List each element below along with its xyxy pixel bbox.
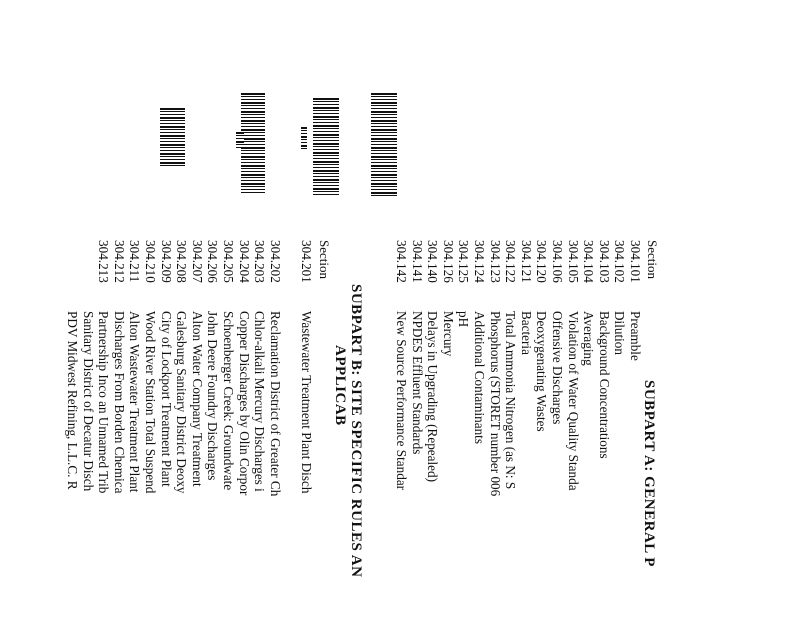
- subpart-b-section-label: Section: [317, 240, 332, 279]
- bleed-mark-5: [160, 108, 185, 166]
- subpart-a-heading: SUBPART A: GENERAL P: [641, 380, 657, 567]
- subpart-b-heading: SUBPART B: SITE SPECIFIC RULES AN: [348, 284, 364, 578]
- bleed-mark-6: [301, 127, 307, 151]
- subpart-b-heading-line2: APPLICAB: [332, 345, 348, 426]
- bleed-mark-4: [236, 132, 244, 148]
- subpart-a-section-label: Section: [645, 240, 660, 279]
- rotated-document: SUBPART A: GENERAL P Section 304.101 Preamble 304.102 Dilution 304.103 Background Concentrations 304.104 Averaging 304.105 Violation of Water Quality Standa 304.106 Offensive Discharges 304.120 Deoxygenating Wastes 304.121 Bacteria 304.122 Total Ammonia Nitrogen (as N: S 304.123 Phosphorus (STORET number 006 304.124 Additional Contaminants 304.125 pH 304.126 Mercury 304.140 Delays in Upgrading (Repealed) 304.141 NPDES Effluent Standards 304.142 New Source Performance Standar SUBPART B: SITE SPECIFIC RULES AN APPLICAB Section 304.201 Wastewater Treatment Plant Disch 304.202 Reclamation District of Greater Ch 304.203 Chlor-alkali Mercury Discharges i 304.204 Copper Discharges by Olin Corpor 304.205 Schoenberger Creek: Groundwate 304.206 John Deere Foundry Discharges 304.207 Alton Water Company Treatment 304.208 Galesburg Sanitary District Deoxy 304.209 City of Lockport Treatment Plant 304.210 Wood River Station Total Suspend 304.211 Alton Wastewater Treatment Plant 304.212 Discharges From Borden Chemica 304.213 Partnership Inco an Unnamed Trib Sanitary District of Decatur Disch PDV Midwest Refining, L.L.C. R: [0, 0, 800, 618]
- bleed-mark-2: [313, 98, 339, 196]
- bleed-mark-1: [371, 93, 397, 197]
- bleed-mark-3: [241, 93, 265, 193]
